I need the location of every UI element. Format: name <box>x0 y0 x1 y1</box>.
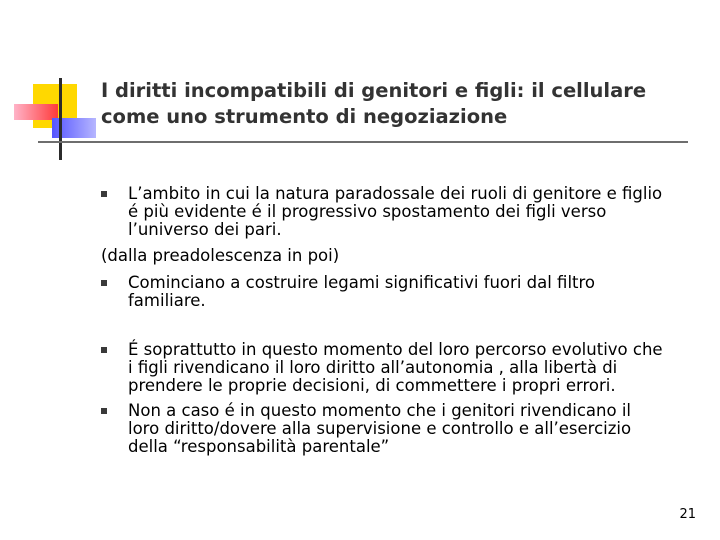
bullet-text-line: Cominciano a costruire legami significativi fuori dal filtro <box>128 273 596 292</box>
title-line: I diritti incompatibili di genitori e figli: il cellulare <box>101 79 647 102</box>
bullet-text-line: Non a caso é in questo momento che i genitori rivendicano il <box>128 401 631 420</box>
bullet-text-line: É soprattutto in questo momento del loro percorso evolutivo che <box>128 340 663 359</box>
bullet-text-line: é più evidente é il progressivo spostamento dei figli verso <box>128 202 607 221</box>
bullet-text-line: della “responsabilità parentale” <box>128 437 390 456</box>
slide-title <box>101 78 701 130</box>
title-line: come uno strumento di negoziazione <box>101 105 508 128</box>
title-divider <box>38 141 688 143</box>
decor-vertical-line <box>59 78 62 160</box>
bullet-text-line: L’ambito in cui la natura paradossale dei ruoli di genitore e figlio <box>128 184 663 203</box>
bullet-text-line: loro diritto/dovere alla supervisione e controllo e all’esercizio <box>128 419 632 438</box>
bullet-marker <box>101 347 107 353</box>
bullet-marker <box>101 191 107 197</box>
plain-text-line: (dalla preadolescenza in poi) <box>101 246 340 265</box>
bullet-text-line: i figli rivendicano il loro diritto all’autonomia , alla libertà di <box>128 358 618 377</box>
bullet-marker <box>101 280 107 286</box>
bullet-text-line: familiare. <box>128 291 206 310</box>
page-number: 21 <box>679 507 696 522</box>
bullet-marker <box>101 408 107 414</box>
bullet-text-line: prendere le proprie decisioni, di commettere i propri errori. <box>128 376 616 395</box>
bullet-text-line: l’universo dei pari. <box>128 220 282 239</box>
